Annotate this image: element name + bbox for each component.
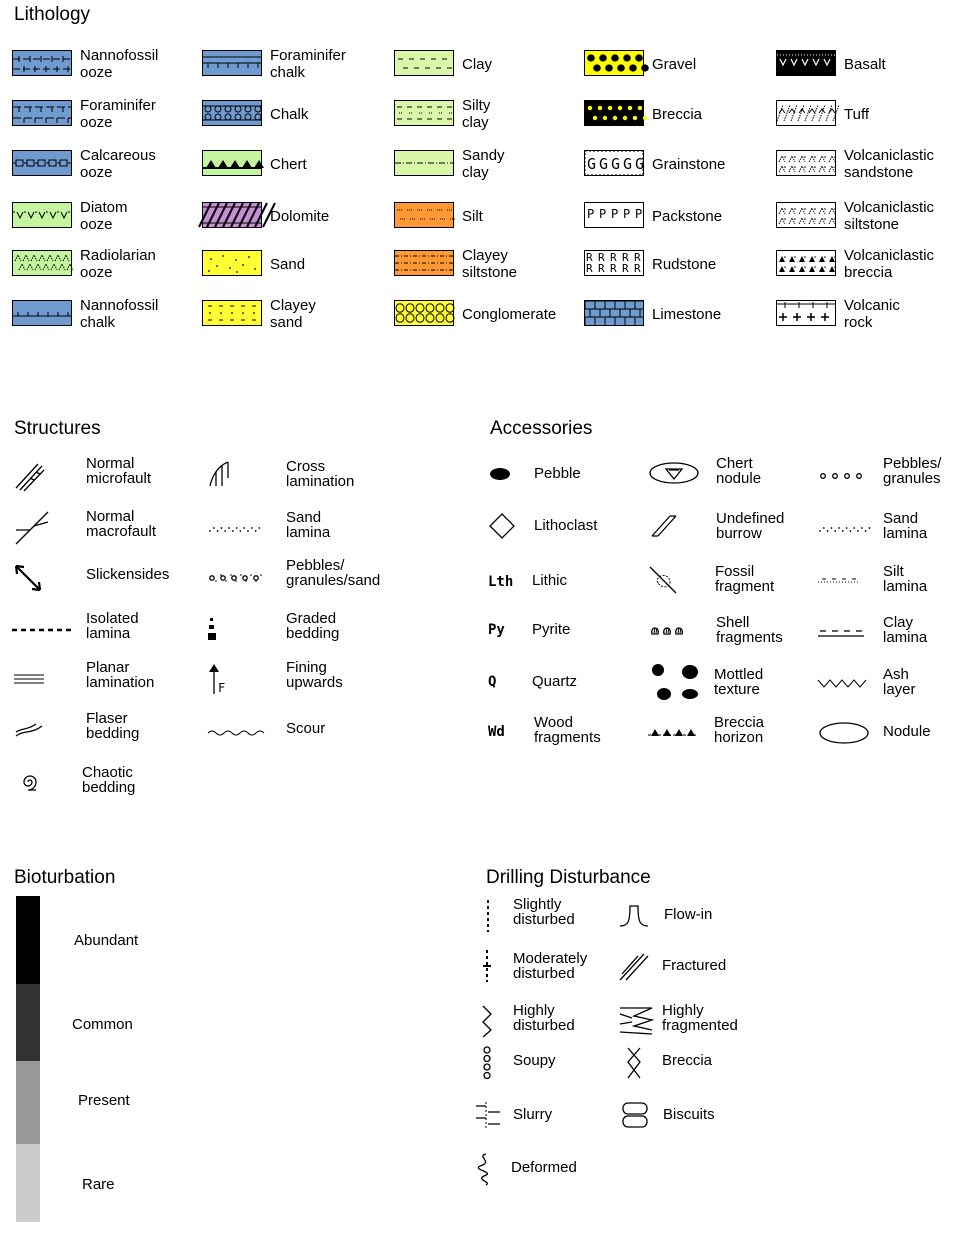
accessory-label-17: Nodule <box>883 723 931 740</box>
accessory-label-2: Lithic <box>532 572 568 589</box>
drilling-label-3: Soupy <box>513 1052 556 1069</box>
wood-icon: Wd <box>488 724 505 740</box>
swatch-clayey-siltstone <box>394 250 454 276</box>
structure-label-4: Planar lamination <box>86 659 155 691</box>
accessory-label-6: Chert nodule <box>716 455 762 487</box>
sand-lamina-icon <box>208 520 262 538</box>
drilling-label-6: Flow-in <box>664 906 713 923</box>
label-silt: Silt <box>462 207 483 225</box>
structure-label-3: Isolated lamina <box>86 610 139 642</box>
label-chalk: Chalk <box>270 105 309 123</box>
swatch-foraminifer-chalk <box>202 50 262 76</box>
swatch-clayey-sand <box>202 300 262 326</box>
svg-text:G: G <box>599 155 609 173</box>
highly-fragmented-icon <box>618 1004 656 1041</box>
label-nannofossil-ooze: Nannofossil ooze <box>80 47 159 81</box>
swatch-silt <box>394 202 454 228</box>
pebbles-granules-icon <box>818 468 866 486</box>
clay-lamina-icon <box>818 626 864 644</box>
structure-label-9: Pebbles/ granules/sand <box>286 557 381 589</box>
mottled-texture-icon <box>648 662 704 707</box>
drilling-label-9: Breccia <box>662 1052 713 1069</box>
svg-text:P: P <box>623 207 631 221</box>
accessory-label-3: Pyrite <box>532 621 571 638</box>
quartz-icon: Q <box>488 674 497 690</box>
nodule-icon <box>818 720 870 751</box>
svg-text:P: P <box>587 207 595 221</box>
highly-disturbed-icon <box>480 1004 494 1043</box>
label-calcareous-ooze: Calcareous ooze <box>80 147 156 181</box>
graded-bedding-icon <box>206 616 220 649</box>
label-silty-clay: Silty clay <box>462 97 491 131</box>
svg-text:R: R <box>598 262 605 275</box>
label-packstone: Packstone <box>652 207 723 225</box>
swatch-sand <box>202 250 262 276</box>
accessory-label-12: Pebbles/ granules <box>883 455 942 487</box>
swatch-chalk <box>202 100 262 126</box>
structure-label-5: Flaser bedding <box>86 710 140 742</box>
deformed-icon <box>474 1152 498 1191</box>
silt-lamina-icon <box>818 574 858 592</box>
accessory-label-5: Wood fragments <box>534 714 601 746</box>
swatch-sandy-clay <box>394 150 454 176</box>
label-volcaniclastic-siltstone: Volcaniclastic siltstone <box>844 199 935 233</box>
svg-text:R: R <box>586 262 593 275</box>
drilling-label-7: Fractured <box>662 957 727 974</box>
pyrite-icon: Py <box>488 622 505 638</box>
structure-label-10: Graded bedding <box>286 610 340 642</box>
accessory-label-15: Clay lamina <box>883 614 928 646</box>
accessory-label-0: Pebble <box>534 465 581 482</box>
svg-text:R: R <box>586 251 593 264</box>
lithology-title: Lithology <box>14 4 91 25</box>
accessory-label-11: Breccia horizon <box>714 714 765 746</box>
normal-microfault-icon <box>12 458 48 499</box>
swatch-volcanic-rock <box>776 300 836 326</box>
drilling-label-0: Slightly disturbed <box>513 896 575 928</box>
drilling-breccia-icon <box>624 1046 644 1085</box>
slickensides-icon <box>12 562 44 599</box>
swatch-radiolarian-ooze <box>12 250 72 276</box>
chaotic-bedding-icon <box>18 770 42 799</box>
swatch-diatom-ooze <box>12 202 72 228</box>
svg-text:P: P <box>611 207 619 221</box>
accessory-label-8: Fossil fragment <box>715 563 775 595</box>
structure-label-6: Chaotic bedding <box>82 764 136 796</box>
label-clayey-sand: Clayey sand <box>270 297 316 331</box>
bio-level-rare <box>16 1144 40 1222</box>
moderately-disturbed-icon <box>482 950 492 987</box>
pebbles-granules-sand-icon <box>208 570 262 588</box>
label-dolomite: Dolomite <box>270 207 330 225</box>
isolated-lamina-icon <box>12 622 72 640</box>
swatch-chert <box>202 150 262 176</box>
swatch-silty-clay <box>394 100 454 126</box>
drilling-label-4: Slurry <box>513 1106 553 1123</box>
bio-level-common <box>16 984 40 1061</box>
label-basalt: Basalt <box>844 55 886 73</box>
accessory-label-14: Silt lamina <box>883 563 928 595</box>
swatch-calcareous-ooze <box>12 150 72 176</box>
swatch-gravel <box>584 50 644 76</box>
lithoclast-icon <box>488 512 516 545</box>
bio-label-common: Common <box>72 1016 133 1033</box>
accessory-label-10: Mottled texture <box>714 666 764 698</box>
label-clay: Clay <box>462 55 493 73</box>
fossil-fragment-icon <box>648 565 678 600</box>
drilling-label-10: Biscuits <box>663 1106 715 1123</box>
bio-label-abundant: Abundant <box>74 932 139 949</box>
accessory-label-1: Lithoclast <box>534 517 598 534</box>
drilling-label-1: Moderately disturbed <box>513 950 588 982</box>
svg-text:G: G <box>635 155 645 173</box>
swatch-nannofossil-ooze <box>12 50 72 76</box>
normal-macrofault-icon <box>12 508 52 553</box>
label-volcaniclastic-breccia: Volcaniclastic breccia <box>844 247 935 281</box>
structures-title: Structures <box>14 418 101 439</box>
svg-text:R: R <box>622 262 629 275</box>
label-radiolarian-ooze: Radiolarian ooze <box>80 247 156 281</box>
label-breccia: Breccia <box>652 105 703 123</box>
label-volcanic-rock: Volcanic rock <box>844 297 900 331</box>
accessory-label-16: Ash layer <box>883 666 916 698</box>
svg-text:R: R <box>610 262 617 275</box>
swatch-volcaniclastic-breccia <box>776 250 836 276</box>
swatch-clay <box>394 50 454 76</box>
drilling-label-5: Deformed <box>511 1159 577 1176</box>
svg-text:R: R <box>610 251 617 264</box>
label-limestone: Limestone <box>652 305 722 323</box>
soupy-icon <box>482 1046 492 1085</box>
svg-text:R: R <box>622 251 629 264</box>
planar-lamination-icon <box>14 672 44 690</box>
accessory-label-9: Shell fragments <box>716 614 783 646</box>
label-chert: Chert <box>270 155 307 173</box>
svg-text:R: R <box>598 251 605 264</box>
flow-in-icon <box>618 902 650 933</box>
label-tuff: Tuff <box>844 105 870 123</box>
bio-label-rare: Rare <box>82 1176 115 1193</box>
svg-text:F: F <box>218 681 226 695</box>
label-foraminifer-chalk: Foraminifer chalk <box>270 47 346 81</box>
drilling-label-8: Highly fragmented <box>662 1002 738 1034</box>
bio-label-present: Present <box>78 1092 130 1109</box>
lithic-icon: Lth <box>488 574 514 590</box>
swatch-grainstone <box>584 150 644 176</box>
svg-text:G: G <box>611 155 621 173</box>
pebble-icon <box>488 466 512 487</box>
bioturbation-title: Bioturbation <box>14 867 116 888</box>
swatch-basalt <box>776 50 836 76</box>
bio-level-abundant <box>16 896 40 984</box>
swatch-tuff <box>776 100 836 126</box>
svg-text:P: P <box>635 207 643 221</box>
accessory-label-13: Sand lamina <box>883 510 928 542</box>
swatch-volcaniclastic-siltstone <box>776 202 836 228</box>
svg-text:R: R <box>634 262 641 275</box>
label-clayey-siltstone: Clayey siltstone <box>462 247 518 281</box>
label-gravel: Gravel <box>652 55 697 73</box>
structure-label-1: Normal macrofault <box>86 508 157 540</box>
fractured-icon <box>618 952 650 987</box>
svg-text:P: P <box>599 207 607 221</box>
breccia-horizon-icon <box>648 726 696 744</box>
slightly-disturbed-icon <box>484 900 492 937</box>
swatch-volcaniclastic-sandstone <box>776 150 836 176</box>
svg-text:G: G <box>623 155 633 173</box>
structure-label-2: Slickensides <box>86 566 170 583</box>
accessories-title: Accessories <box>490 418 593 439</box>
biscuits-icon <box>620 1100 650 1135</box>
structure-label-12: Scour <box>286 720 326 737</box>
label-foraminifer-ooze: Foraminifer ooze <box>80 97 156 131</box>
fining-upwards-icon <box>206 662 230 701</box>
structure-label-11: Fining upwards <box>286 659 343 691</box>
svg-text:R: R <box>634 251 641 264</box>
drilling-label-2: Highly disturbed <box>513 1002 575 1034</box>
flaser-bedding-icon <box>14 720 44 745</box>
label-sandy-clay: Sandy clay <box>462 147 505 181</box>
label-volcaniclastic-sandstone: Volcaniclastic sandstone <box>844 147 935 181</box>
swatch-packstone <box>584 202 644 228</box>
structure-label-7: Cross lamination <box>286 458 355 490</box>
label-sand: Sand <box>270 255 306 273</box>
drilling-title: Drilling Disturbance <box>486 867 651 888</box>
ash-layer-icon <box>818 674 868 695</box>
accessory-label-7: Undefined burrow <box>716 510 785 542</box>
bio-level-present <box>16 1061 40 1144</box>
swatch-breccia <box>584 100 644 126</box>
swatch-foraminifer-ooze <box>12 100 72 126</box>
label-grainstone: Grainstone <box>652 155 726 173</box>
scour-icon <box>208 724 268 742</box>
shell-fragments-icon <box>648 622 688 643</box>
swatch-limestone <box>584 300 644 326</box>
swatch-nannofossil-chalk <box>12 300 72 326</box>
structure-label-0: Normal microfault <box>86 455 152 487</box>
chert-nodule-icon <box>648 460 700 491</box>
cross-lamination-icon <box>206 458 234 493</box>
swatch-conglomerate <box>394 300 454 326</box>
label-nannofossil-chalk: Nannofossil chalk <box>80 297 159 331</box>
burrow-icon <box>648 512 678 543</box>
accessory-label-4: Quartz <box>532 673 578 690</box>
label-conglomerate: Conglomerate <box>462 305 557 323</box>
svg-text:G: G <box>587 155 597 173</box>
slurry-icon <box>474 1100 504 1135</box>
sand-lamina-acc-icon <box>818 520 872 538</box>
swatch-rudstone <box>584 250 644 276</box>
label-rudstone: Rudstone <box>652 255 717 273</box>
structure-label-8: Sand lamina <box>286 509 331 541</box>
swatch-dolomite <box>202 202 262 228</box>
label-diatom-ooze: Diatom ooze <box>80 199 128 233</box>
